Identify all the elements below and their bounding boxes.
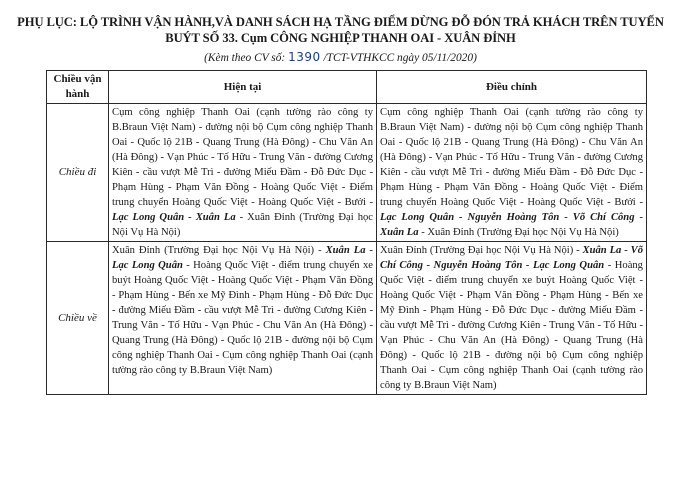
route-table: [46, 70, 647, 395]
changed-route-segment: Xuân La - Lạc Long Quân: [112, 245, 373, 271]
route-segment: - Hoàng Quốc Việt - điểm trung chuyển xe buýt Hoàng Quốc Việt - Hoàng Quốc Việt - Phạm Văn Đồng - Phạm Hùng - Bến xe Mỹ Đình - Phạm Hùng - Đỗ Đức Dục - đường Miếu Đầm - cầu vượt Mễ Trì - đường Cương Kiên - Trung Văn - Tố Hữu - Vạn Phúc - Chu Văn An (Hà Đông) - Quang Trung (Hà Đông) - Quốc lộ 21B - đường nội bộ Cụm công nghiệp Thanh Oai - Cụm công nghiệp Thanh Oai (cạnh tường rào công ty B.Braun Việt Nam): [112, 260, 373, 376]
route-segment: - Xuân Đỉnh (Trường Đại học Nội Vụ Hà Nội): [418, 227, 619, 238]
title-line-1: PHỤ LỤC: LỘ TRÌNH VẬN HÀNH,VÀ DANH SÁCH HẠ TẦNG ĐIỂM DỪNG ĐỖ ĐÓN TRẢ KHÁCH TRÊN TUYẾN: [17, 15, 664, 29]
direction-label: Chiều về: [47, 242, 109, 395]
adjusted-route-cell: [377, 242, 647, 395]
adjusted-route-cell: [377, 104, 647, 242]
route-segment: Xuân Đỉnh (Trường Đại học Nội Vụ Hà Nội) -: [380, 245, 583, 256]
route-segment: Xuân Đỉnh (Trường Đại học Nội Vụ Hà Nội) -: [112, 245, 326, 256]
handwritten-document-number: 1390: [288, 50, 321, 64]
table-header-row: [47, 71, 647, 104]
header-current: Hiện tại: [109, 71, 377, 104]
header-direction: Chiều vận hành: [47, 71, 109, 104]
document-title: [0, 14, 681, 46]
route-segment: Cụm công nghiệp Thanh Oai (cạnh tường rào công ty B.Braun Việt Nam) - đường nội bộ Cụm công nghiệp Thanh Oai - Quốc lộ 21B - Quang Trung (Hà Đông) - Chu Văn An (Hà Đông) - Vạn Phúc - Tố Hữu - Trung Văn - đường Cương Kiên - cầu vượt Mễ Trì - đường Miếu Đầm - Đỗ Đức Dục - Phạm Hùng - Phạm Văn Đồng - Hoàng Quốc Việt - Điểm trung chuyển Hoàng Quốc Việt - Hoàng Quốc Việt - Bưởi -: [380, 107, 643, 208]
subtitle-prefix: (Kèm theo CV số:: [204, 52, 286, 64]
route-segment: - Hoàng Quốc Việt - điểm trung chuyển xe buýt Hoàng Quốc Việt - Hoàng Quốc Việt - Phạm Văn Đồng - Phạm Hùng - Bến xe Mỹ Đình - Phạm Hùng - Đỗ Đức Dục - đường Miếu Đầm - cầu vượt Mễ Trì - đường Cương Kiên - Trung Văn - Tố Hữu - Vạn Phúc - Chu Văn An (Hà Đông) - Quang Trung (Hà Đông) - Quốc lộ 21B - đường nội bộ Cụm công nghiệp Thanh Oai - Cụm công nghiệp Thanh Oai (cạnh tường rào công ty B.Braun Việt Nam): [380, 260, 643, 391]
title-line-2: BUÝT SỐ 33. Cụm CÔNG NGHIỆP THANH OAI - XUÂN ĐỈNH: [165, 31, 516, 45]
route-row-return: [47, 242, 647, 395]
route-segment: - Xuân Đỉnh (Trường Đại học Nội Vụ Hà Nội): [112, 212, 373, 238]
subtitle-suffix: /TCT-VTHKCC ngày 05/11/2020): [323, 52, 477, 64]
changed-route-segment: Lạc Long Quân - Nguyễn Hoàng Tôn - Võ Chí Công - Xuân La: [380, 212, 643, 238]
changed-route-segment: Xuân La - Võ Chí Công - Nguyễn Hoàng Tôn - Lạc Long Quân: [380, 245, 643, 271]
document-subtitle: [0, 50, 681, 65]
header-adjusted: Điều chỉnh: [377, 71, 647, 104]
direction-label: Chiều đi: [47, 104, 109, 242]
current-route-cell: [109, 104, 377, 242]
current-route-cell: [109, 242, 377, 395]
changed-route-segment: Lạc Long Quân - Xuân La: [112, 212, 236, 223]
route-row-outbound: [47, 104, 647, 242]
route-segment: Cụm công nghiệp Thanh Oai (cạnh tường rào công ty B.Braun Việt Nam) - đường nội bộ Cụm công nghiệp Thanh Oai - Quốc lộ 21B - Quang Trung (Hà Đông) - Chu Văn An (Hà Đông) - Vạn Phúc - Tố Hữu - Trung Văn - đường Cương Kiên - cầu vượt Mễ Trì - đường Miếu Đầm - Đỗ Đức Dục - Phạm Hùng - Phạm Văn Đồng - Hoàng Quốc Việt - Điểm trung chuyển Hoàng Quốc Việt - Hoàng Quốc Việt - Bưởi -: [112, 107, 373, 208]
